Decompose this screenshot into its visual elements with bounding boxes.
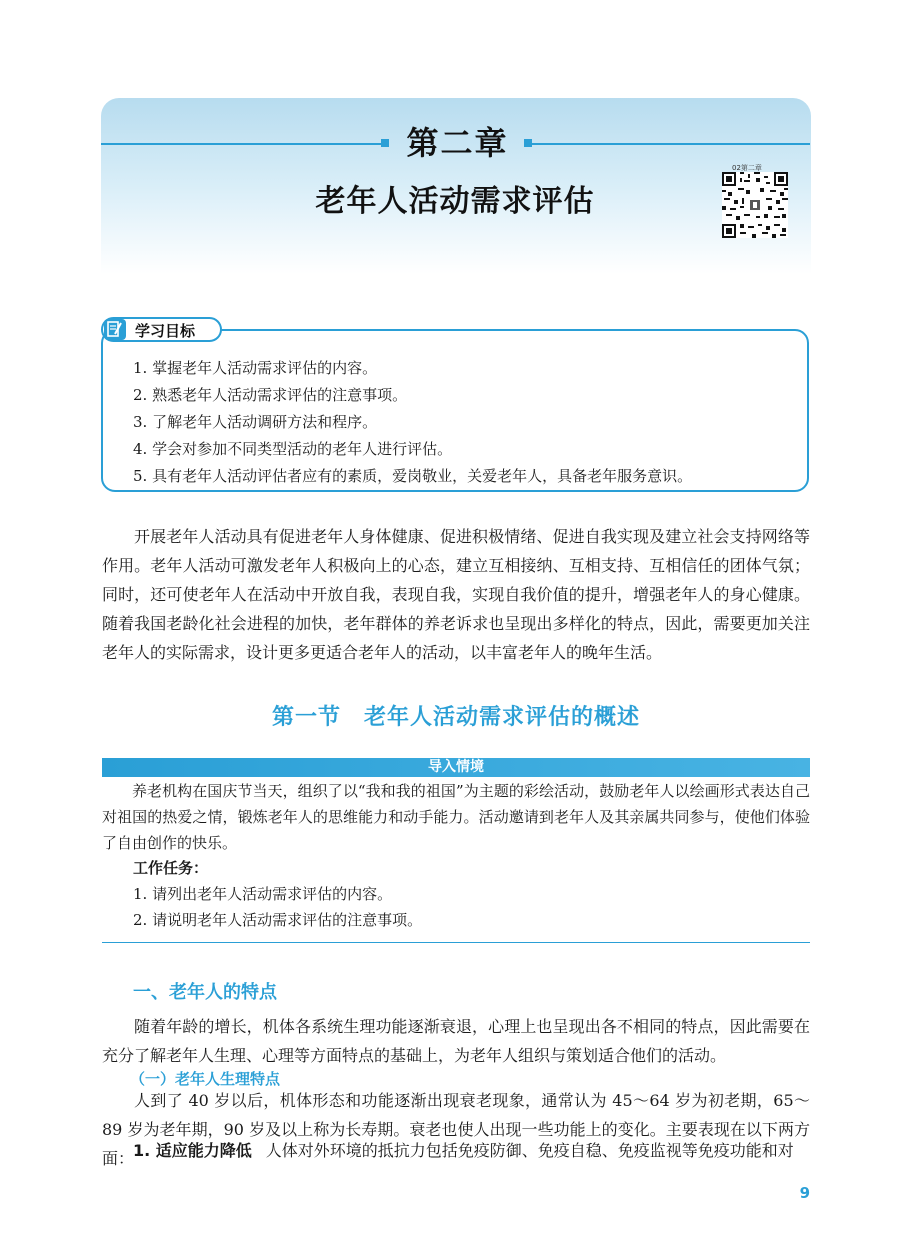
case-divider — [102, 942, 810, 943]
section-heading: 第一节 老年人活动需求评估的概述 — [271, 705, 640, 730]
case-paragraph: 养老机构在国庆节当天，组织了以“我和我的祖国”为主题的彩绘活动，鼓励老年人以绘画形式表达自己对祖国的热爱之情，锻炼老年人的思维能力和动手能力。活动邀请到老年人及其亲属共同参与，使他们体验了自由创作的快乐。 — [102, 782, 810, 852]
objectives-title: 学习目标 — [135, 322, 196, 340]
task-title: 工作任务： — [133, 859, 209, 877]
objective-item: 2. 熟悉老年人活动需求评估的注意事项。 — [133, 386, 408, 404]
page-number: 9 — [799, 1184, 810, 1202]
chapter-title: 老年人活动需求评估 — [315, 184, 595, 219]
task-item: 1. 请列出老年人活动需求评估的内容。 — [133, 885, 393, 903]
intro-paragraph: 开展老年人活动具有促进老年人身体健康、促进积极情绪、促进自我实现及建立社会支持网络等作用。老年人活动可激发老年人积极向上的心态，建立互相接纳、互相支持、互相信任的团体气氛；同时，还可使老年人在活动中开放自我，表现自我，实现自我价值的提升，增强老年人的身心健康。随着我国老龄化社会进程的加快，老年群体的养老诉求也呈现出多样化的特点，因此，需要更加关注老年人的实际需求，设计更多更适合老年人的活动，以丰富老年人的晚年生活。 — [102, 527, 810, 662]
banner-divider-left — [101, 143, 385, 145]
objective-item: 1. 掌握老年人活动需求评估的内容。 — [133, 359, 378, 377]
chapter-label: 第二章 — [406, 124, 509, 162]
banner-divider-right — [528, 143, 810, 145]
objective-item: 4. 学会对参加不同类型活动的老年人进行评估。 — [133, 440, 453, 458]
point-text: 人体对外环境的抵抗力包括免疫防御、免疫自稳、免疫监视等免疫功能和对 — [265, 1141, 794, 1160]
point-label: 1. 适应能力降低 — [133, 1141, 252, 1160]
objective-item: 3. 了解老年人活动调研方法和程序。 — [133, 413, 378, 431]
notebook-pencil-icon — [104, 319, 126, 340]
subsection-heading: 一、老年人的特点 — [133, 982, 277, 1003]
task-item: 2. 请说明老年人活动需求评估的注意事项。 — [133, 911, 423, 929]
objectives-list — [133, 355, 692, 490]
case-intro-label: 导入情境 — [428, 759, 484, 775]
qr-code-icon[interactable] — [722, 172, 788, 238]
subsection-paragraph: 随着年龄的增长，机体各系统生理功能逐渐衰退，心理上也呈现出各不相同的特点，因此需要在充分了解老年人生理、心理等方面特点的基础上，为老年人组织与策划适合他们的活动。 — [102, 1017, 810, 1065]
objective-item: 5. 具有老年人活动评估者应有的素质，爱岗敬业，关爱老年人，具备老年服务意识。 — [133, 467, 693, 485]
banner-dot-left — [381, 139, 389, 147]
banner-dot-right — [524, 139, 532, 147]
subsub-paragraph: 人到了 40 岁以后，机体形态和功能逐渐出现衰老现象，通常认为 45～64 岁为初老期，65～89 岁为老年期，90 岁及以上称为长寿期。衰老也使人出现一些功能上的变化。主要表现在以下两方面： — [102, 1091, 810, 1168]
qr-caption: 02第二章 — [732, 164, 762, 172]
subsub-heading: （一）老年人生理特点 — [130, 1070, 281, 1088]
point-line — [133, 1138, 794, 1161]
case-intro-bar — [102, 758, 810, 777]
